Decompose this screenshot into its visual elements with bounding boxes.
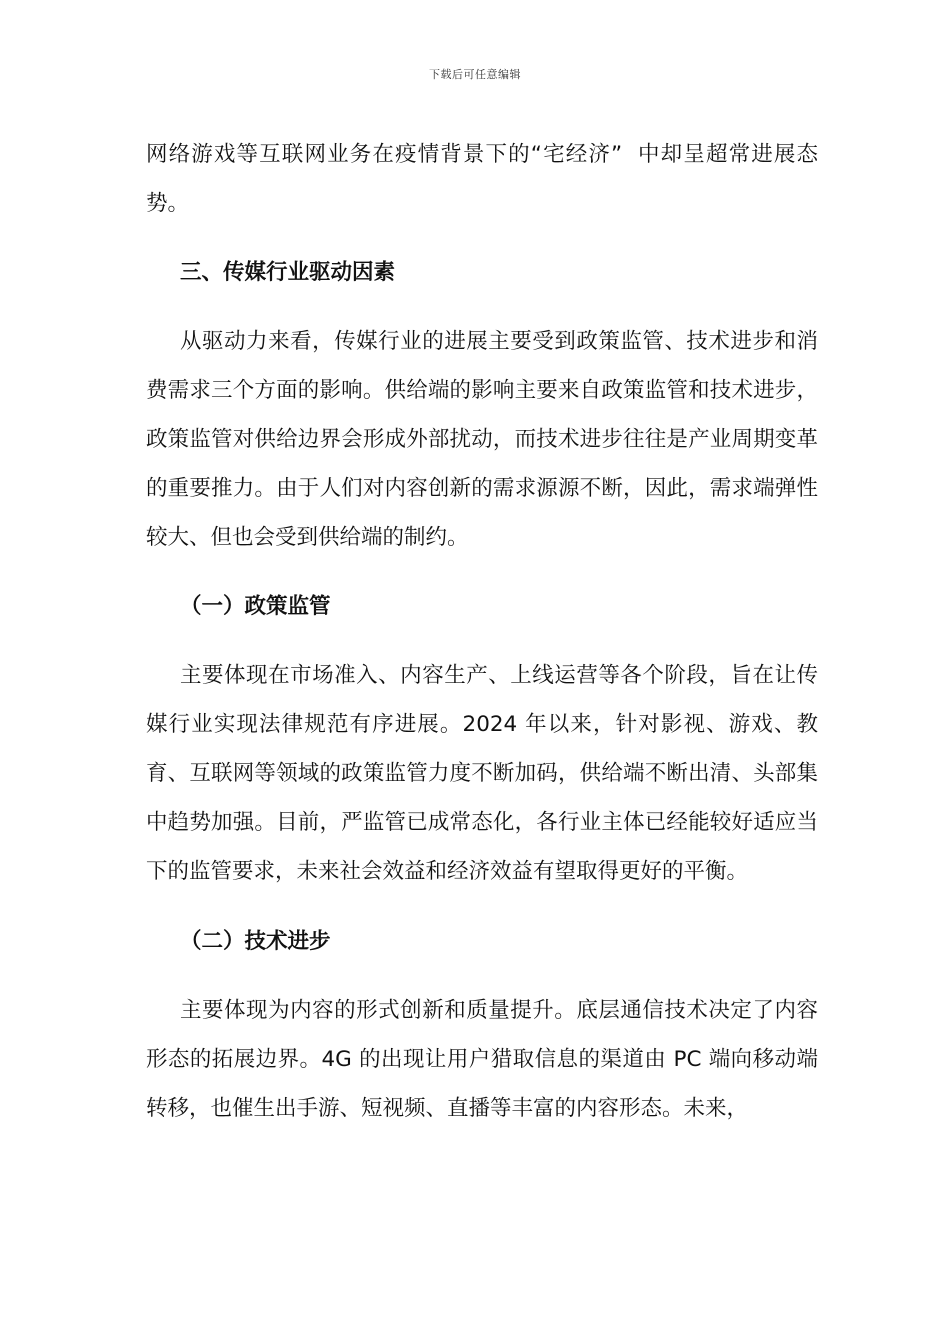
paragraph-policy: 主要体现在市场准入、内容生产、上线运营等各个阶段，旨在让传媒行业实现法律规范有序进展。2024 年以来，针对影视、游戏、教育、互联网等领域的政策监管力度不断加码，供给端不断出清、头部集中趋势加强。目前，严监管已成常态化，各行业主体已经能较好适应当下的监管要求，未来社会效益和经济效益有望取得更好的平衡。: [146, 663, 818, 884]
spacer: [146, 562, 818, 582]
paragraph-drivers: 从驱动力来看，传媒行业的进展主要受到政策监管、技术进步和消费需求三个方面的影响。供给端的影响主要来自政策监管和技术进步，政策监管对供给边界会形成外部扰动，而技术进步往往是产业周期变革的重要推力。由于人们对内容创新的需求源源不断，因此，需求端弹性较大、但也会受到供给端的制约。: [146, 329, 818, 550]
spacer: [146, 297, 818, 317]
section-heading-drivers: 三、传媒行业驱动因素: [180, 260, 396, 285]
spacer: [146, 228, 818, 248]
page-header-note: 下载后可任意编辑: [429, 68, 521, 81]
spacer: [146, 966, 818, 986]
spacer: [146, 896, 818, 917]
subsection-heading-policy: （一）政策监管: [180, 594, 331, 619]
document-body: [146, 130, 818, 1133]
paragraph-technology: 主要体现为内容的形式创新和质量提升。底层通信技术决定了内容形态的拓展边界。4G 的出现让用户猎取信息的渠道由 PC 端向移动端转移，也催生出手游、短视频、直播等丰富的内容形态。未来，: [146, 998, 818, 1121]
paragraph-continuation: 网络游戏等互联网业务在疫情背景下的“宅经济” 中却呈超常进展态势。: [146, 142, 818, 216]
spacer: [146, 631, 818, 651]
subsection-heading-technology: （二）技术进步: [180, 929, 331, 954]
